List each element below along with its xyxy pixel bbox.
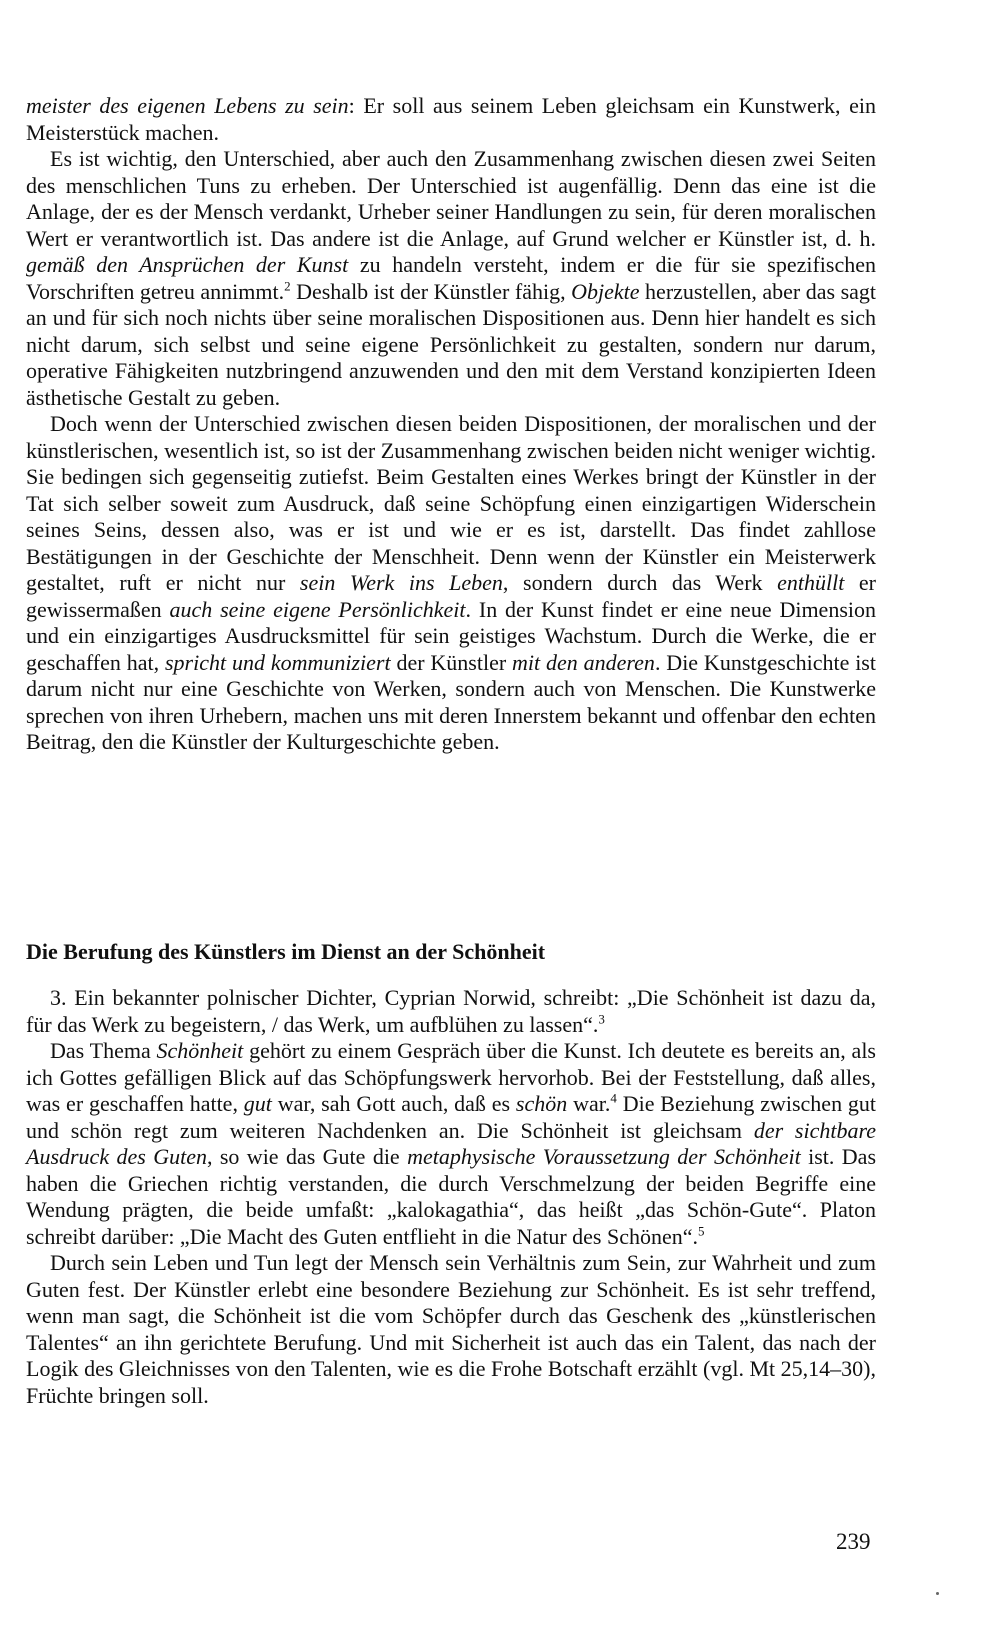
text-run: war, sah Gott auch, daß es (271, 1091, 516, 1116)
italic-phrase: metaphysische Voraussetzung der Schönheit (407, 1144, 801, 1169)
section-heading: Die Berufung des Künstlers im Dienst an der Schönheit (26, 939, 546, 964)
text-run: Doch wenn der Unterschied zwischen diesen beiden Dispositionen, der moralischen und der künstlerischen, wesentlich ist, so ist der Zusammenhang zwischen beiden nicht weniger wichtig. Sie bedingen sich gegenseitig zutiefst. Beim Gestalten eines Werkes bringt der Künstler in der Tat sich selber soweit zum Ausdruck, daß seine Schöpfung einen einzigartigen Widerschein seines Seins, dessen also, was er ist und wie er es ist, darstellt. Das findet zahllose Bestätigungen in der Geschichte der Menschheit. Denn wenn der Künstler ein Meisterwerk gestaltet, ruft er nicht nur (26, 411, 876, 595)
text-run: , so wie das Gute die (206, 1144, 408, 1169)
text-run: war. (567, 1091, 611, 1116)
text-run: : Er soll aus seinem Leben gleichsam ein Kunstwerk, ein Meisterstück machen. (26, 93, 876, 145)
paragraph-beauty-theme (26, 1038, 876, 1250)
paragraph-difference (26, 146, 876, 411)
footnote-ref: 2 (284, 278, 291, 294)
text-run: . In der Kunst findet er eine neue Dimension und ein einzigartiges Ausdrucksmittel für sein geistiges Wachstum. Durch die Werke, die er geschaffen hat, (26, 596, 876, 675)
paragraph-vocation (26, 1250, 876, 1409)
text-section-intro (26, 93, 876, 756)
italic-phrase: spricht und kommuniziert (164, 649, 391, 675)
text-run: Deshalb ist der Künstler fähig, (290, 278, 572, 304)
footnote-ref: 3 (598, 1011, 605, 1027)
footnote-ref: 5 (698, 1223, 705, 1239)
text-run: Das Thema (50, 1038, 157, 1063)
italic-phrase: mit den anderen (512, 649, 655, 675)
scan-speck (936, 1592, 939, 1595)
italic-phrase: gemäß den Ansprüchen der Kunst (26, 252, 349, 277)
text-run: , sondern durch das Werk (502, 570, 778, 595)
italic-phrase: Objekte (571, 278, 640, 304)
italic-phrase: enthüllt (777, 570, 845, 595)
text-run: zu handeln versteht, indem er die für sie spezifischen Vorschriften getreu annimmt. (26, 252, 876, 304)
paragraph-norwid-quote (26, 985, 876, 1038)
italic-phrase: sein Werk ins Leben (299, 570, 503, 595)
italic-phrase: gut (243, 1091, 272, 1116)
text-run: Die Beziehung zwischen gut und schön regt zum weiteren Nachdenken an. Die Schönheit ist gleichsam (26, 1091, 877, 1143)
paragraph-connection (26, 411, 876, 756)
page-number: 239 (836, 1529, 871, 1554)
paragraph-continuation (26, 93, 876, 146)
text-run: 3. Ein bekannter polnischer Dichter, Cyprian Norwid, schreibt: „Die Schönheit ist dazu da, für das Werk zu begeistern, / das Werk, um aufblühen zu lassen“. (26, 985, 876, 1037)
italic-phrase: der sichtbare Ausdruck des Guten (26, 1117, 876, 1169)
text-run: ist. Das haben die Griechen richtig verstanden, die durch Verschmelzung der beiden Begriffe eine Wendung prägten, die beide umfaßt: „kalokagathia“, das heißt „das Schön-Gute“. Platon schreibt darüber: „Die Macht des Guten entflieht in die Natur des Schönen“. (26, 1144, 877, 1249)
text-run: . Die Kunstgeschichte ist darum nicht nur eine Geschichte von Werken, sondern auch von Menschen. Die Kunstwerke sprechen von ihren Urhebern, machen uns mit deren Innerstem bekannt und offenbar den echten Beitrag, den die Künstler der Kulturgeschichte geben. (26, 649, 876, 754)
text-run: gehört zu einem Gespräch über die Kunst. Ich deutete es bereits an, als ich Gottes gefälligen Blick auf das Schöpfungswerk hervorhob. Bei der Feststellung, daß alles, was er geschaffen hatte, (26, 1038, 876, 1116)
text-run: Durch sein Leben und Tun legt der Mensch sein Verhältnis zum Sein, zur Wahrheit und zum Guten fest. Der Künstler erlebt eine besondere Beziehung zur Schönheit. Es ist sehr treffend, wenn man sagt, die Schönheit ist die vom Schöpfer durch das Geschenk des „künstlerischen Talentes“ an ihn gerichtete Berufung. Und mit Sicherheit ist auch das ein Talent, das nach der Logik des Gleichnisses von den Talenten, wie es die Frohe Botschaft erzählt (vgl. Mt 25,14–30), Früchte bringen soll. (26, 1250, 876, 1408)
italic-phrase: auch seine eigene Persönlichkeit (169, 596, 466, 622)
text-run: Es ist wichtig, den Unterschied, aber auch den Zusammenhang zwischen diesen zwei Seiten des menschlichen Tuns zu erheben. Der Unterschied ist augenfällig. Denn das eine ist die Anlage, der es der Mensch verdankt, Urheber seiner Handlungen zu sein, für deren moralischen Wert er verantwortlich ist. Das andere ist die Anlage, auf Grund welcher er Künstler ist, d. h. (26, 146, 876, 251)
text-run: herzustellen, aber das sagt an und für sich noch nichts über seine moralischen Dispositionen aus. Denn hier handelt es sich nicht darum, sich selbst und seine eigene Persönlichkeit zu gestalten, sondern nur darum, operative Fähigkeiten nutzbringend anzuwenden und den mit dem Verstand konzipierten Ideen ästhetische Gestalt zu geben. (26, 278, 877, 410)
footnote-ref: 4 (610, 1090, 617, 1106)
text-run: der Künstler (390, 649, 513, 675)
italic-phrase: schön (515, 1091, 568, 1116)
text-section-beauty (26, 985, 876, 1409)
italic-phrase: meister des eigenen Lebens zu sein (26, 93, 349, 118)
text-run: er gewissermaßen (26, 570, 877, 622)
italic-phrase: Schönheit (156, 1038, 244, 1063)
